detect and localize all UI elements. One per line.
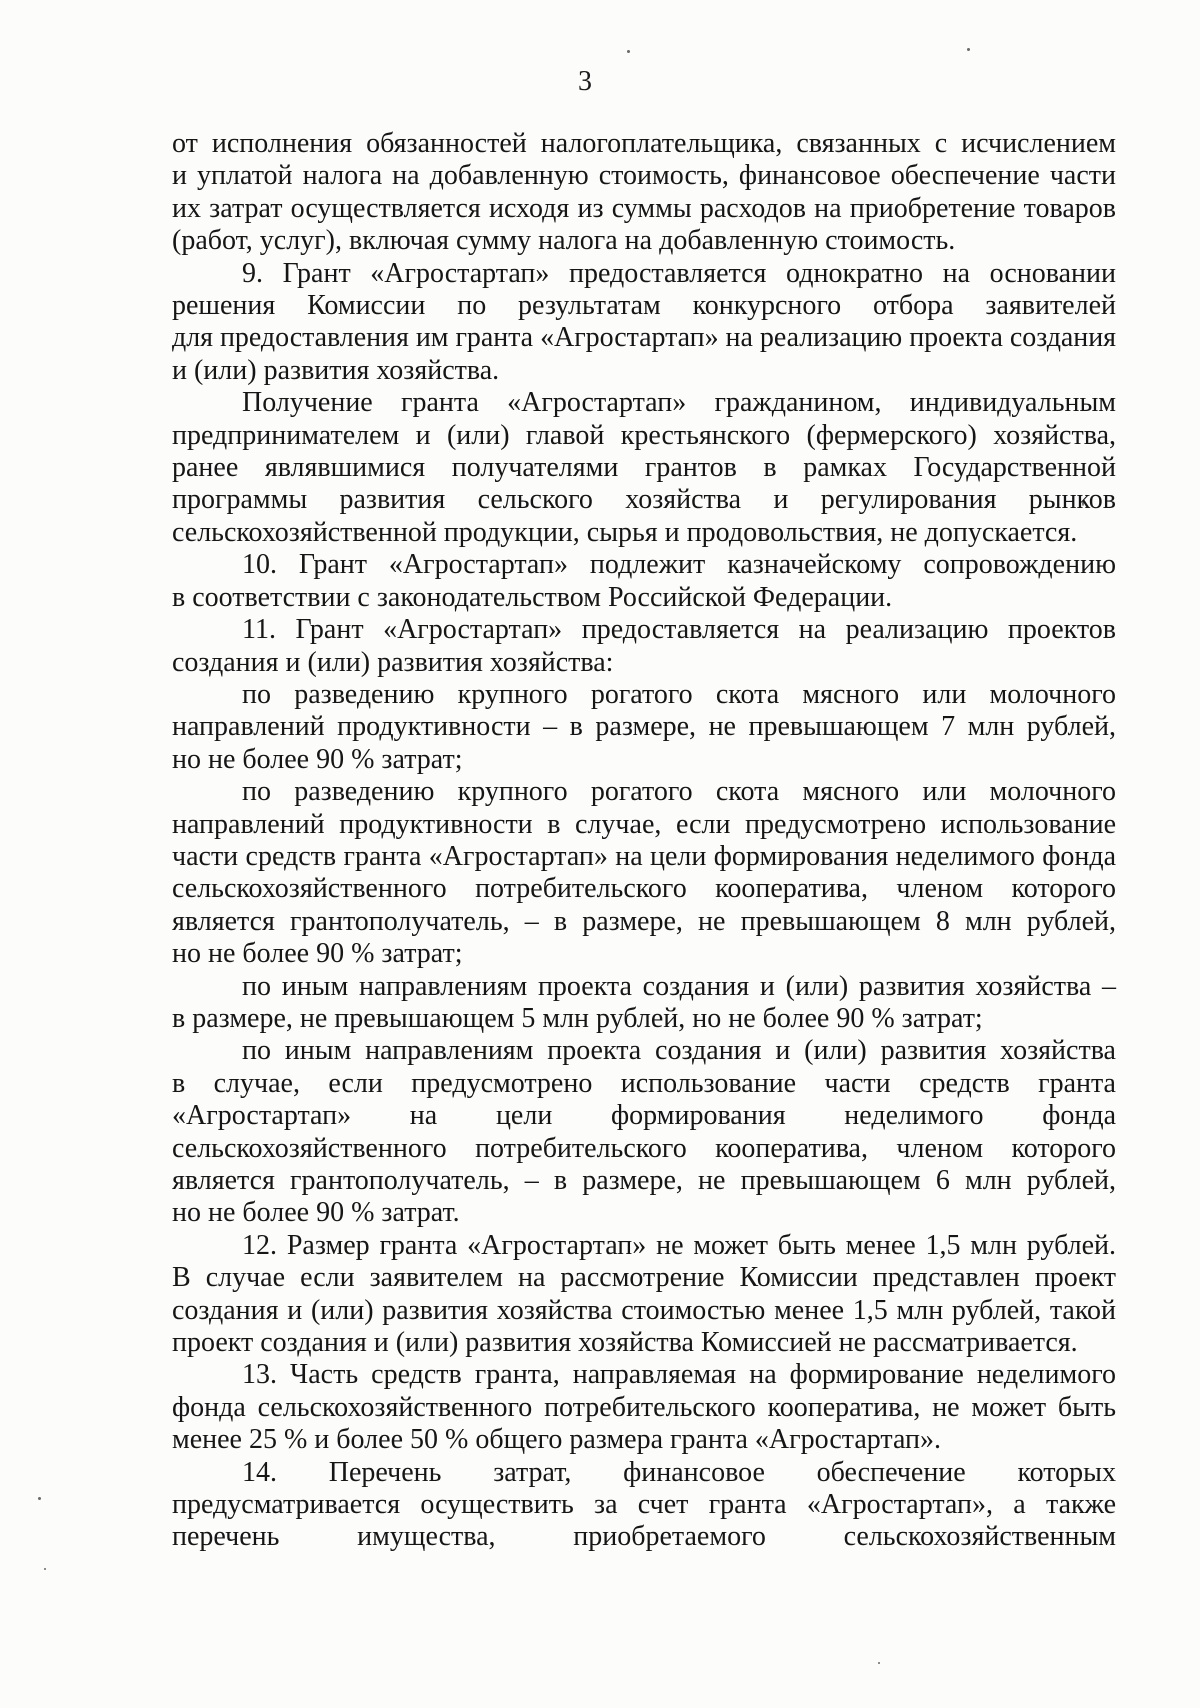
text-line: в размере, не превышающем 5 млн рублей, но не более 90 % затрат; [172, 1002, 983, 1034]
text-line: 10. Грант «Агростартап» подлежит казначейскому сопровождению [242, 549, 1116, 581]
clause-9-paragraph-2 [172, 387, 1116, 549]
text-line: перечень имущества, приобретаемого сельскохозяйственным [172, 1521, 1116, 1553]
text-line: по иным направлениям проекта создания и (или) развития хозяйства – [242, 970, 1116, 1002]
text-line: направлений продуктивности – в размере, не превышающем 7 млн рублей, [172, 711, 1116, 743]
text-line: направлений продуктивности в случае, если предусмотрено использование [172, 808, 1116, 840]
clause-11-item-2 [172, 776, 1116, 970]
text-line: решения Комиссии по результатам конкурсного отбора заявителей [172, 290, 1116, 322]
text-line: по иным направлениям проекта создания и (или) развития хозяйства [242, 1035, 1116, 1067]
page-number: 3 [578, 66, 592, 97]
clause-11 [172, 614, 1116, 679]
text-line: для предоставления им гранта «Агростартап» на реализацию проекта создания [172, 322, 1116, 354]
text-line: предусматривается осуществить за счет гранта «Агростартап», а также [172, 1489, 1116, 1521]
text-line: в соответствии с законодательством Российской Федерации. [172, 581, 893, 613]
text-line: но не более 90 % затрат. [172, 1197, 460, 1229]
document-body [172, 128, 1116, 1554]
text-line: но не более 90 % затрат; [172, 938, 463, 970]
text-line: сельскохозяйственного потребительского кооператива, членом которого [172, 873, 1116, 905]
text-line: части средств гранта «Агростартап» на цели формирования неделимого фонда [172, 840, 1116, 872]
clause-14 [172, 1457, 1116, 1554]
scan-speck [38, 1497, 41, 1500]
text-line: по разведению крупного рогатого скота мясного или молочного [242, 678, 1116, 710]
text-line: от исполнения обязанностей налогоплательщика, связанных с исчислением [172, 128, 1116, 159]
text-line: предпринимателем и (или) главой крестьянского (фермерского) хозяйства, [172, 419, 1116, 451]
clause-10 [172, 549, 1116, 614]
text-line: ранее являвшимися получателями грантов в рамках Государственной [172, 452, 1116, 484]
text-line: Получение гранта «Агростартап» гражданином, индивидуальным [242, 387, 1116, 419]
text-line: создания и (или) развития хозяйства: [172, 646, 614, 678]
text-line: (работ, услуг), включая сумму налога на добавленную стоимость. [172, 225, 956, 257]
text-line: создания и (или) развития хозяйства стоимостью менее 1,5 млн рублей, такой [172, 1294, 1116, 1326]
text-line: сельскохозяйственного потребительского кооператива, членом которого [172, 1132, 1116, 1164]
paragraph-continued [172, 128, 1116, 258]
clause-11-item-4 [172, 1035, 1116, 1229]
text-line: программы развития сельского хозяйства и регулирования рынков [172, 484, 1116, 516]
text-line: и уплатой налога на добавленную стоимость, финансовое обеспечение части [172, 160, 1116, 192]
text-line: 9. Грант «Агростартап» предоставляется однократно на основании [242, 257, 1116, 289]
text-line: является грантополучатель, – в размере, не превышающем 8 млн рублей, [172, 905, 1116, 937]
clause-11-item-3 [172, 971, 1116, 1036]
text-line: «Агростартап» на цели формирования неделимого фонда [172, 1100, 1116, 1132]
text-line: 12. Размер гранта «Агростартап» не может быть менее 1,5 млн рублей. [242, 1229, 1116, 1261]
text-line: сельскохозяйственной продукции, сырья и продовольствия, не допускается. [172, 516, 1078, 548]
text-line: является грантополучатель, – в размере, не превышающем 6 млн рублей, [172, 1165, 1116, 1196]
text-line: 14. Перечень затрат, финансовое обеспечение которых [242, 1456, 1116, 1488]
scan-speck [44, 1568, 46, 1570]
clause-9 [172, 258, 1116, 388]
text-line: и (или) развития хозяйства. [172, 354, 500, 386]
text-line: 13. Часть средств гранта, направляемая на формирование неделимого [242, 1359, 1116, 1391]
scan-speck [878, 1662, 880, 1664]
text-line: проект создания и (или) развития хозяйства Комиссией не рассматривается. [172, 1327, 1078, 1359]
clause-11-item-1 [172, 679, 1116, 776]
text-line: по разведению крупного рогатого скота мясного или молочного [242, 776, 1116, 808]
text-line: их затрат осуществляется исходя из суммы расходов на приобретение товаров [172, 192, 1116, 224]
text-line: в случае, если предусмотрено использование части средств гранта [172, 1067, 1116, 1099]
text-line: В случае если заявителем на рассмотрение Комиссии представлен проект [172, 1262, 1116, 1294]
text-line: но не более 90 % затрат; [172, 743, 463, 775]
text-line: 11. Грант «Агростартап» предоставляется на реализацию проектов [242, 614, 1116, 646]
text-line: фонда сельскохозяйственного потребительского кооператива, не может быть [172, 1391, 1116, 1423]
scan-speck [627, 50, 630, 53]
scan-speck [967, 48, 970, 51]
text-line: менее 25 % и более 50 % общего размера гранта «Агростартап». [172, 1424, 942, 1456]
clause-12 [172, 1230, 1116, 1360]
clause-13 [172, 1359, 1116, 1456]
